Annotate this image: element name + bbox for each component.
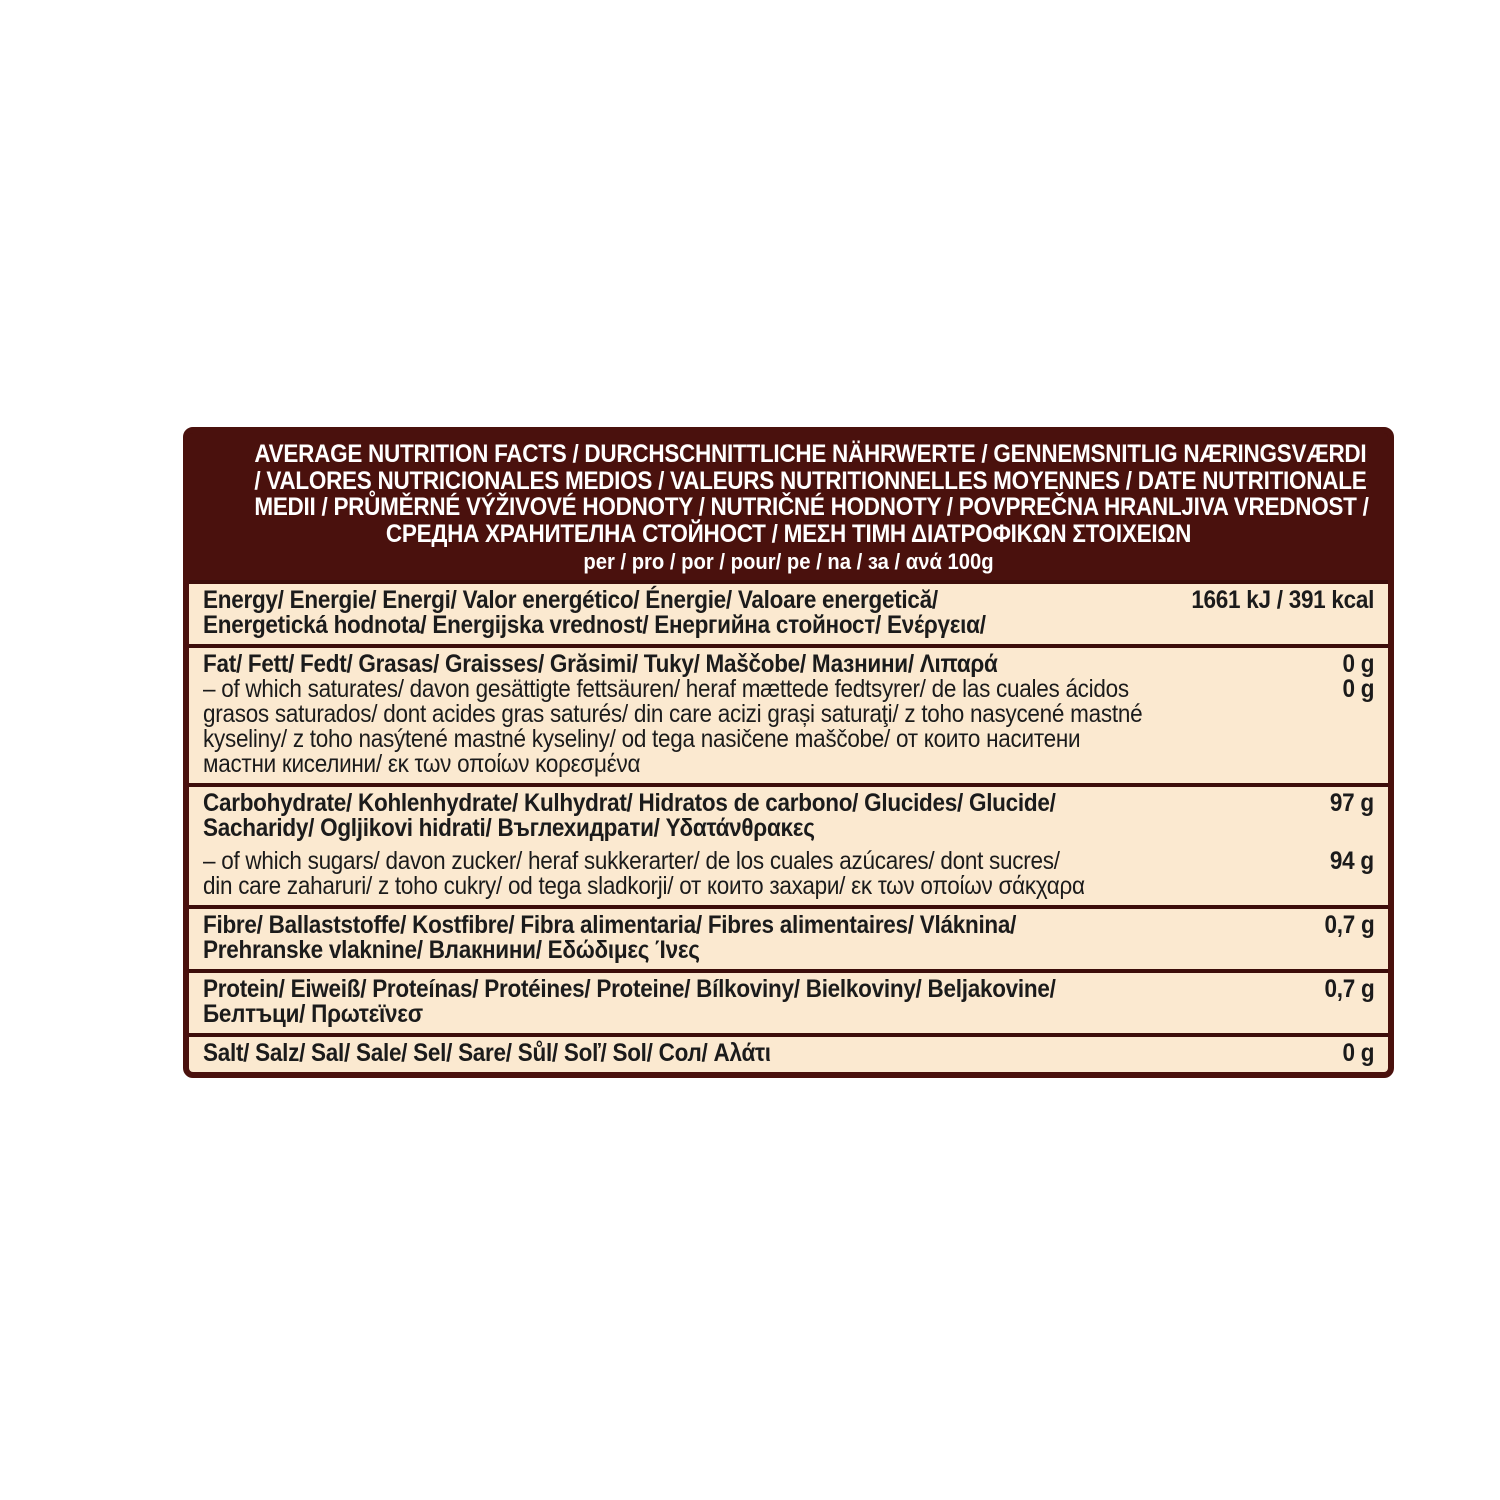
protein-label: Protein/ Eiweiß/ Proteínas/ Protéines/ Proteine/ Bílkoviny/ Bielkoviny/ Beljakovine/	[203, 975, 1056, 1003]
saturates-label-cont: grasos saturados/ dont acides gras saturés/ din care acizi grași saturaţi/ z toho nasycené mastné	[203, 700, 1143, 728]
row-fibre	[189, 905, 1388, 969]
header-per-100g-line: per / pro / por / pour/ pe / na / за / ανά 100g	[583, 549, 994, 574]
row-carbohydrate	[189, 783, 1388, 905]
sugars-value: 94 g	[1330, 847, 1374, 875]
fibre-label-cont: Prehranske vlaknine/ Влакнини/ Εδώδιμες Ίνες	[203, 936, 700, 964]
fat-value: 0 g	[1342, 650, 1374, 678]
salt-label: Salt/ Salz/ Sal/ Sale/ Sel/ Sare/ Sůl/ Soľ/ Sol/ Сол/ Αλάτι	[203, 1039, 771, 1067]
protein-label-cont: Белтъци/ Πρωτεϊνεσ	[203, 1000, 423, 1028]
header-title-line: AVERAGE NUTRITION FACTS / DURCHSCHNITTLICHE NÄHRWERTE / GENNEMSNITLIG NÆRINGSVÆRDI	[254, 440, 1367, 468]
carbohydrate-label: Carbohydrate/ Kohlenhydrate/ Kulhydrat/ Hidratos de carbono/ Glucides/ Glucide/	[203, 789, 1056, 817]
header-title-line: СРЕДНА ХРАНИТЕЛНА СТОЙНОСТ / ΜΕΣΗ ΤΙΜΗ ΔΙΑΤΡΟΦΙΚΩΝ ΣΤΟΙΧΕΙΩΝ	[385, 519, 1192, 548]
nutrition-label-header	[189, 433, 1388, 580]
header-title-line: MEDII / PRŮMĚRNÉ VÝŽIVOVÉ HODNOTY / NUTRIČNÉ HODNOTY / POVPREČNA HRANLJIVA VREDNOST /	[254, 493, 1369, 521]
row-energy	[189, 580, 1388, 644]
energy-label: Energy/ Energie/ Energi/ Valor energético/ Énergie/ Valoare energetică/	[203, 586, 938, 614]
energy-label-cont: Energetická hodnota/ Energijska vrednost/ Енергийна стойност/ Ενέργεια/	[203, 611, 986, 639]
carbohydrate-label-cont: Sacharidy/ Ogljikovi hidrati/ Въглехидрати/ Υδατάνθρακες	[203, 814, 815, 842]
fibre-label: Fibre/ Ballaststoffe/ Kostfibre/ Fibra alimentaria/ Fibres alimentaires/ Vláknina/	[203, 911, 1017, 939]
row-protein	[189, 969, 1388, 1033]
header-title-line: / VALORES NUTRICIONALES MEDIOS / VALEURS NUTRITIONNELLES MOYENNES / DATE NUTRITIONALE	[254, 466, 1367, 495]
saturates-label: – of which saturates/ davon gesättigte fettsäuren/ heraf mættede fedtsyrer/ de las cuales ácidos	[203, 675, 1129, 703]
carbohydrate-value: 97 g	[1330, 789, 1374, 817]
nutrition-label	[183, 427, 1394, 1078]
sugars-label-cont: din care zaharuri/ z toho cukry/ od tega sladkorji/ от които захари/ εκ των οποίων σάκχαρα	[203, 872, 1085, 900]
row-salt	[189, 1033, 1388, 1072]
sugars-label: – of which sugars/ davon zucker/ heraf sukkerarter/ de los cuales azúcares/ dont sucres/	[203, 847, 1060, 875]
saturates-value: 0 g	[1342, 675, 1374, 703]
saturates-label-cont: kyseliny/ z toho nasýtené mastné kyseliny/ od tega nasičene maščobe/ от които наситени	[203, 725, 1081, 753]
salt-value: 0 g	[1342, 1039, 1374, 1067]
fat-label: Fat/ Fett/ Fedt/ Grasas/ Graisses/ Grăsimi/ Tuky/ Maščobe/ Мазнини/ Λιπαρά	[203, 650, 998, 678]
fibre-value: 0,7 g	[1324, 911, 1374, 939]
row-fat	[189, 644, 1388, 783]
saturates-label-cont: мастни киселини/ εκ των οποίων κορεσμένα	[203, 750, 641, 778]
protein-value: 0,7 g	[1324, 975, 1374, 1003]
energy-value: 1661 kJ / 391 kcal	[1191, 586, 1374, 614]
